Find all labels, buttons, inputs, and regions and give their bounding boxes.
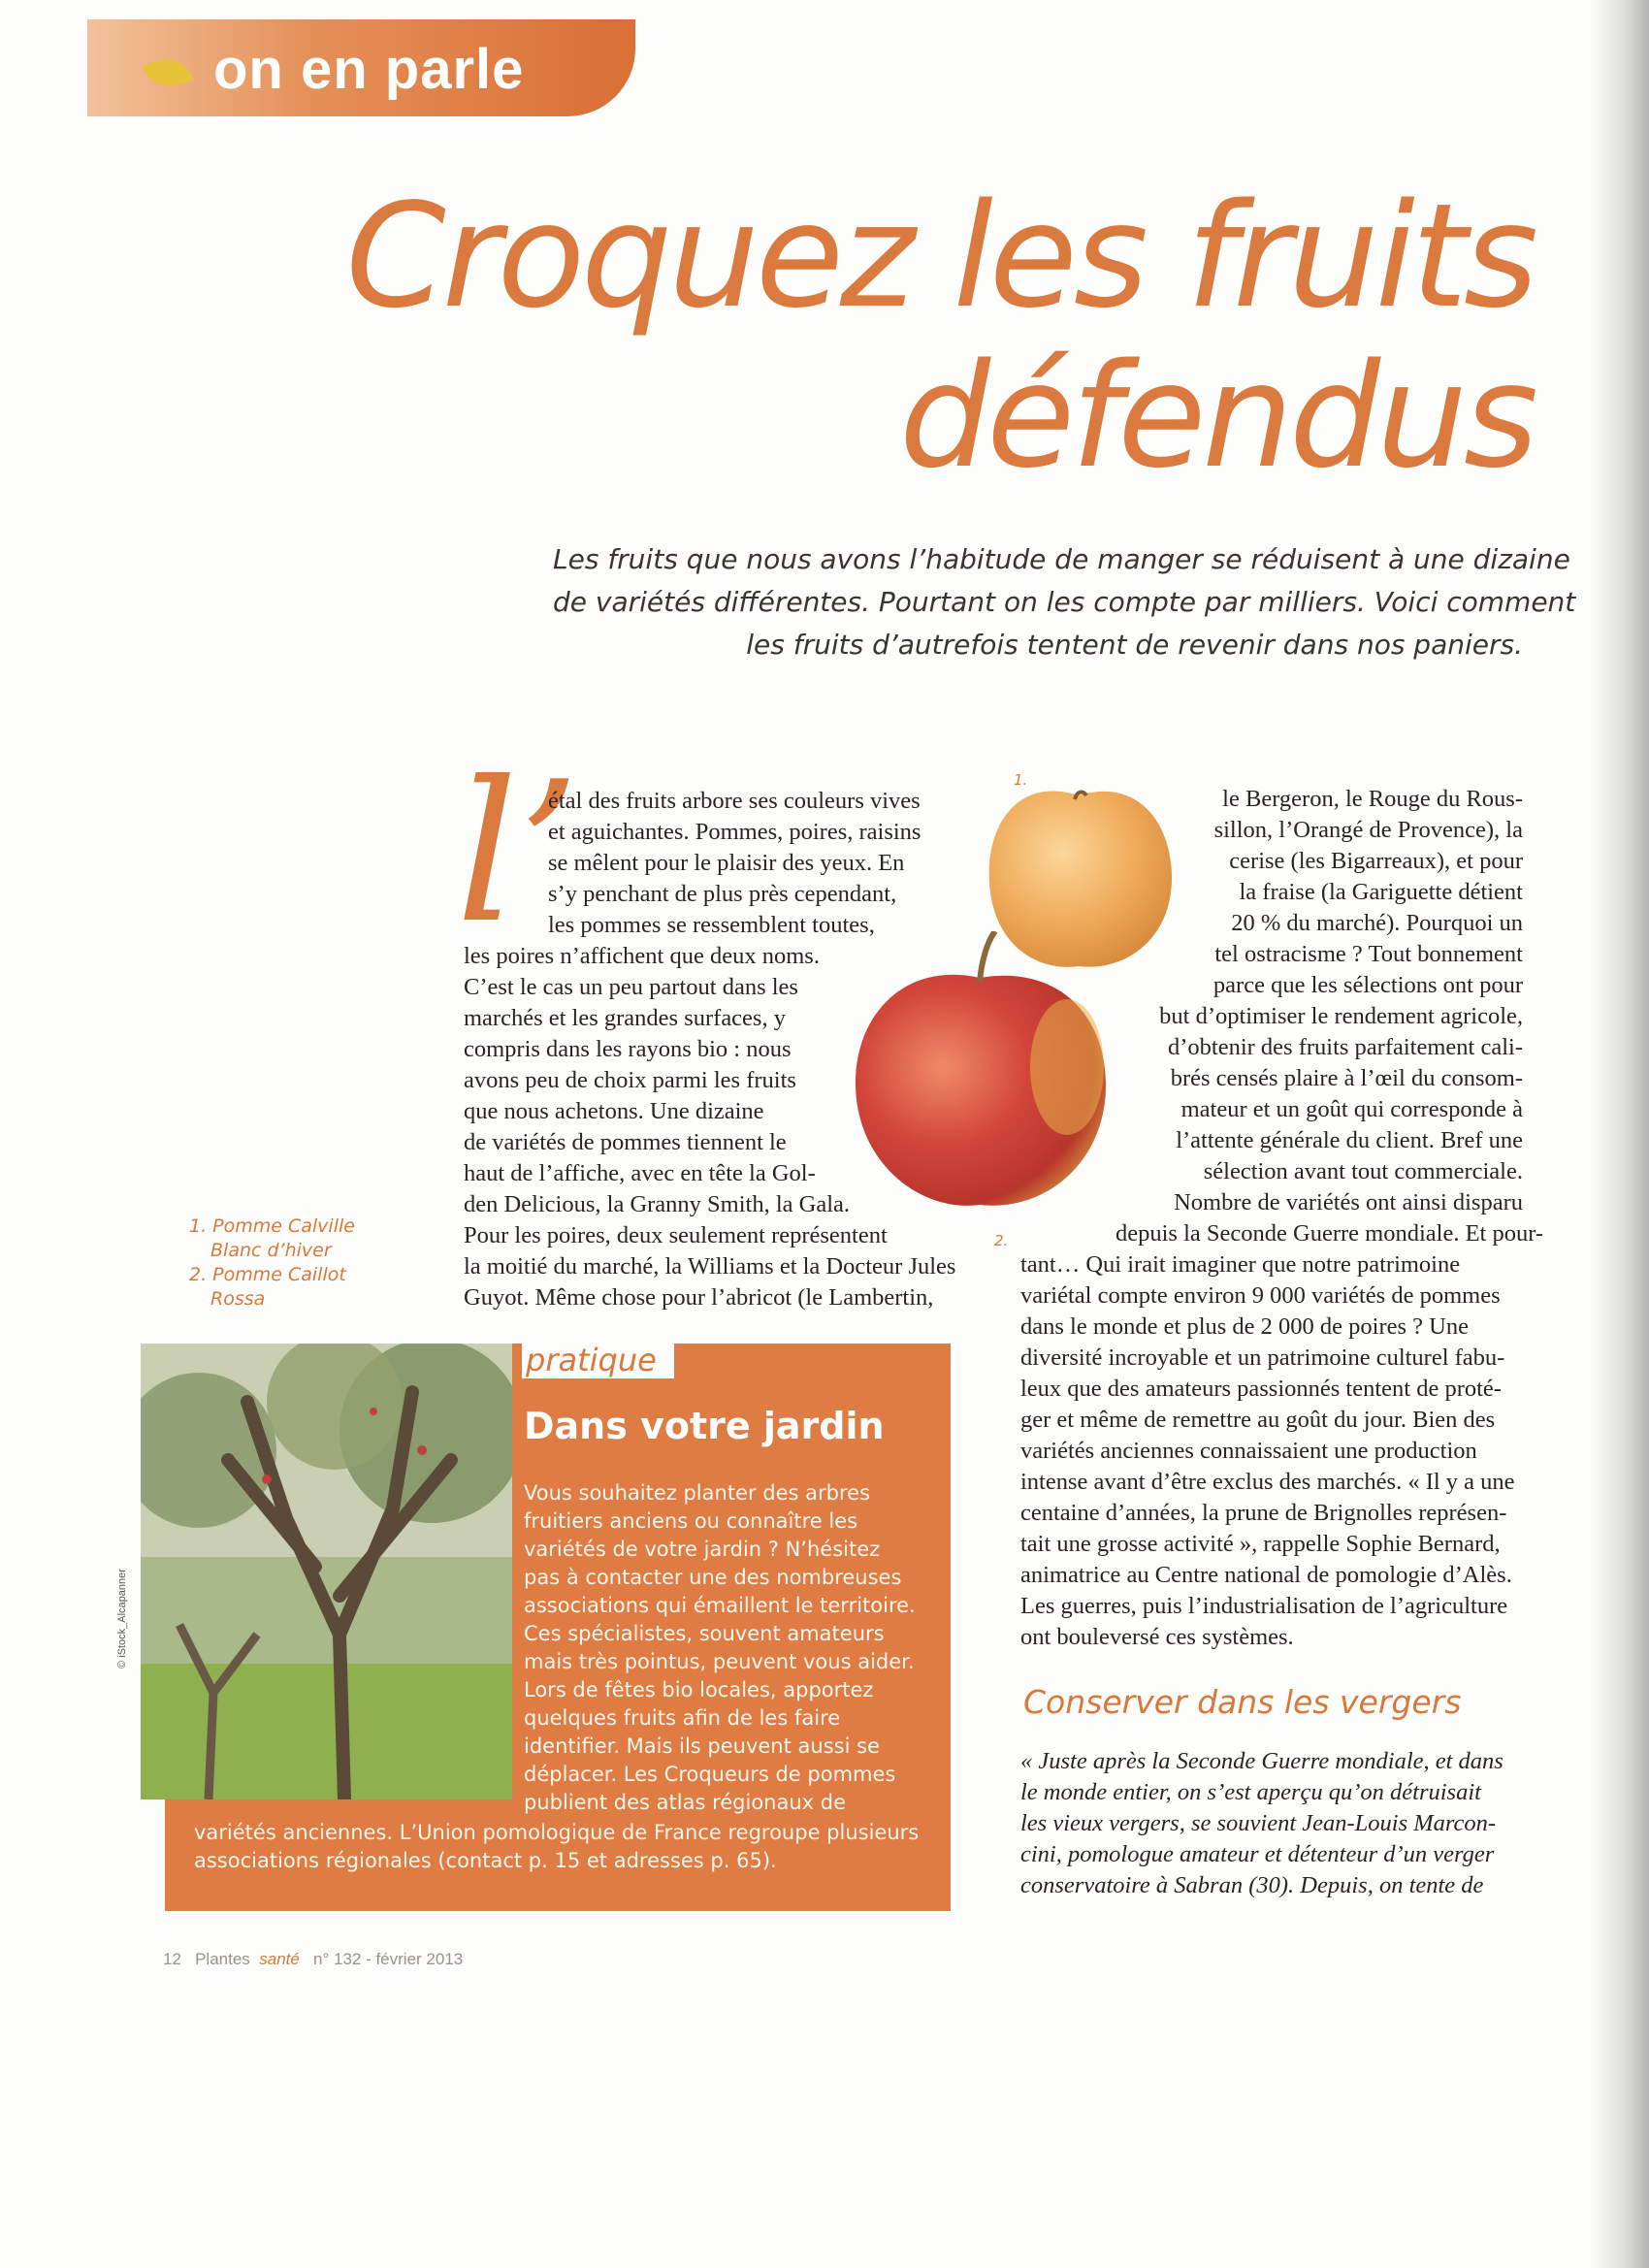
body-line: sélection avant tout commerciale. [1203,1158,1523,1184]
body-line: le Bergeron, le Rouge du Rous- [1222,786,1523,812]
page-title-line-2: défendus [899,333,1535,500]
body-line: marchés et les grandes surfaces, y [464,1005,786,1031]
body-line: sillon, l’Orangé de Provence), la [1213,817,1523,843]
pratique-line: variétés anciennes. L’Union pomologique de France regroupe plusieurs [194,1821,920,1844]
body-line: conservatoire à Sabran (30). Depuis, on tente de [1020,1872,1484,1898]
body-line: le monde entier, on s’est aperçu qu’on détruisait [1020,1779,1481,1805]
body-line: se mêlent pour le plaisir des yeux. En [548,850,905,876]
body-line: dans le monde et plus de 2 000 de poires ? Une [1020,1313,1469,1340]
issue-info: n° 132 - février 2013 [313,1950,464,1968]
body-line: C’est le cas un peu partout dans les [464,974,798,1000]
body-line: ger et même de remettre au goût du jour. Bien des [1020,1407,1496,1433]
body-col2-wrap [1116,784,1544,1249]
intro-line: Les fruits que nous avons l’habitude de manger se réduisent à une dizaine [553,543,1570,575]
body-line: but d’optimiser le rendement agricole, [1159,1003,1523,1029]
body-line: tel ostracisme ? Tout bonnement [1214,941,1523,967]
pratique-line: déplacer. Les Croqueurs de pommes [524,1763,896,1786]
intro-line: les fruits d’autrefois tentent de revenir dans nos paniers. [746,629,1523,661]
body-line: l’attente générale du client. Bref une [1176,1127,1523,1153]
page-number: 12 [163,1950,181,1968]
pratique-line: mais très pointus, peuvent vous aider. [524,1650,915,1673]
body-line: Nombre de variétés ont ainsi disparu [1174,1189,1523,1215]
pratique-line: pas à contacter une des nombreuses [524,1566,902,1589]
photo-credit: © iStock_Alcapanner [116,1569,128,1669]
body-line: 20 % du marché). Pourquoi un [1231,910,1523,936]
pratique-line: Ces spécialistes, souvent amateurs [524,1622,885,1645]
body-line: haut de l’affiche, avec en tête la Gol- [464,1160,816,1186]
pratique-line: associations qui émaillent le territoire. [524,1594,916,1617]
body-line: diversité incroyable et un patrimoine culturel fabu- [1020,1345,1505,1371]
body-line: variétal compte environ 9 000 variétés de pommes [1020,1282,1501,1309]
body-line: Les guerres, puis l’industrialisation de l’agriculture [1020,1593,1508,1619]
body-line: que nous achetons. Une dizaine [464,1098,764,1124]
body-line: cini, pomologue amateur et détenteur d’un verger [1020,1841,1495,1867]
body-col1-indented [548,786,921,941]
body-line: variétés anciennes connaissaient une production [1020,1438,1477,1464]
leaf-icon [142,52,193,94]
body-line: la fraise (la Gariguette détient [1239,879,1523,905]
body-line: « Juste après la Seconde Guerre mondiale, et dans [1020,1748,1504,1774]
body-line: tait une grosse activité », rappelle Sophie Bernard, [1020,1531,1501,1557]
body-line: les pommes se ressemblent toutes, [548,912,875,938]
body-line: leux que des amateurs passionnés tentent de proté- [1020,1376,1502,1402]
body-line: compris dans les rayons bio : nous [464,1036,792,1062]
magazine-name-accent: santé [259,1950,300,1968]
body-line: ont bouleversé ces systèmes. [1020,1624,1294,1650]
apple-label-2: 2. [994,1232,1009,1249]
intro-line: de variétés différentes. Pourtant on les compte par milliers. Voici comment [553,586,1576,618]
body-line: s’y penchant de plus près cependant, [548,881,897,907]
sub-heading: Conserver dans les vergers [1023,1683,1462,1721]
body-line: les vieux vergers, se souvient Jean-Louis Marcon- [1020,1810,1497,1836]
page-edge-shadow [1591,0,1649,2268]
orchard-tree-photo [141,1344,512,1799]
magazine-name: Plantes [195,1950,250,1968]
apple-label-1: 1. [1014,771,1028,789]
body-line: Guyot. Même chose pour l’abricot (le Lambertin, [464,1284,934,1311]
caption-line: Rossa [210,1288,266,1310]
body-line: de variétés de pommes tiennent le [464,1129,787,1155]
body-line: les poires n’affichent que deux noms. [464,943,820,969]
body-line: parce que les sélections ont pour [1212,972,1523,998]
caption-line: 1. Pomme Calville [189,1215,355,1237]
pratique-line: Vous souhaitez planter des arbres [524,1481,871,1505]
body-col2 [1020,1249,1515,1653]
pratique-line: quelques fruits afin de les faire [524,1706,841,1730]
body-line: den Delicious, la Granny Smith, la Gala. [464,1191,851,1217]
pratique-text-full [194,1819,919,1875]
body-line: avons peu de choix parmi les fruits [464,1067,796,1093]
pratique-title: Dans votre jardin [524,1405,885,1447]
body-line: brés censés plaire à l’œil du consom- [1170,1065,1523,1091]
pratique-line: identifier. Mais ils peuvent aussi se [524,1734,880,1758]
section-tag [87,19,635,116]
body-line: Pour les poires, deux seulement représentent [464,1222,888,1248]
caption-line: Blanc d’hiver [210,1240,332,1261]
body-line: intense avant d’être exclus des marchés. « Il y a une [1020,1469,1515,1495]
image-captions [189,1215,355,1312]
pratique-tag: pratique [522,1342,674,1378]
pratique-text-beside [524,1479,916,1817]
body-line: d’obtenir des fruits parfaitement cali- [1168,1034,1523,1060]
intro-paragraph [553,538,1576,666]
drop-cap: l’ [456,740,580,966]
body-line: depuis la Seconde Guerre mondiale. Et pour- [1116,1220,1544,1247]
page-title-line-1: Croquez les fruits [345,173,1535,340]
pratique-line: Lors de fêtes bio locales, apportez [524,1678,874,1701]
body-line: tant… Qui irait imaginer que notre patrimoine [1020,1251,1461,1278]
section-tag-label: on en parle [213,38,525,101]
pratique-line: publient des atlas régionaux de [524,1791,847,1814]
body-line: animatrice au Centre national de pomologie d’Alès. [1020,1562,1512,1588]
body-line: centaine d’années, la prune de Brignolles représen- [1020,1500,1507,1526]
pratique-line: variétés de votre jardin ? N’hésitez [524,1538,881,1561]
body-line: et aguichantes. Pommes, poires, raisins [548,819,922,845]
page-footer [163,1950,463,1969]
body-line: cerise (les Bigarreaux), et pour [1229,848,1523,874]
caption-line: 2. Pomme Caillot [189,1264,346,1285]
apple-caillot-rossa-image [834,931,1125,1222]
pratique-line: associations régionales (contact p. 15 et adresses p. 65). [194,1849,777,1872]
body-col2-after [1020,1746,1504,1901]
body-line: mateur et un goût qui corresponde à [1180,1096,1523,1122]
body-line: étal des fruits arbore ses couleurs vives [548,788,921,814]
pratique-line: fruitiers anciens ou connaître les [524,1509,858,1533]
body-line: la moitié du marché, la Williams et la Docteur Jules [464,1253,956,1280]
